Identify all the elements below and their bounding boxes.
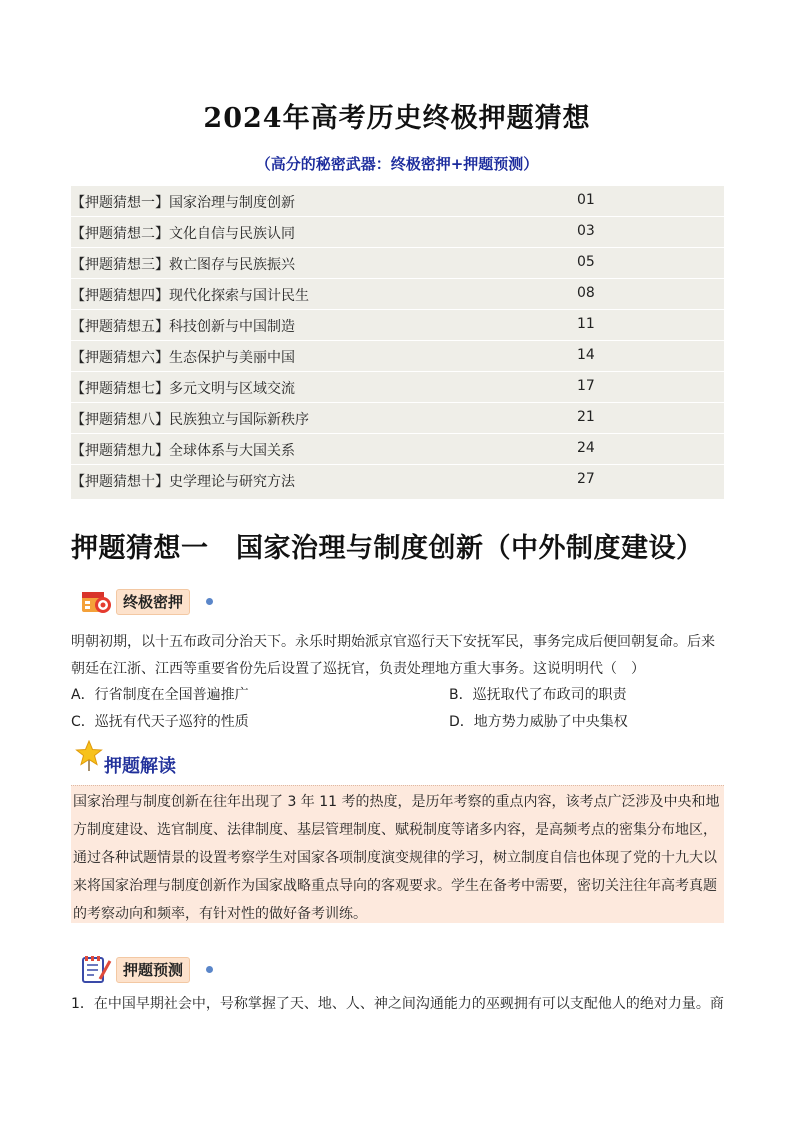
- toc-label: 【押题猜想一】国家治理与制度创新: [71, 195, 295, 211]
- analysis-heading: 押题解读: [104, 756, 176, 777]
- analysis-panel: 国家治理与制度创新在往年出现了 3 年 11 考的热度，是历年考察的重点内容，该考点广泛涉及中央和地方制度建设、选官制度、法律制度、基层管理制度、赋税制度等诸多内容，是高频考点的密集分布地区，通过各种试题情景的设置考察学生对国家各项制度演变规律的学习，树立制度自信也体现了党的十九大以来将国家治理与制度创新作为国家战略重点导向的客观要求。学生在备考中需要，密切关注往年高考真题的考察动向和频率，有针对性的做好备考训练。: [71, 785, 724, 923]
- toc-label: 【押题猜想七】多元文明与区域交流: [71, 381, 295, 397]
- option-a[interactable]: A．行省制度在全国普遍推广: [71, 687, 249, 703]
- toc-page-number: 05: [577, 254, 595, 270]
- document-subtitle: （高分的秘密武器：终极密押+押题预测）: [255, 155, 539, 173]
- option-b[interactable]: B．巡抚取代了布政司的职责: [449, 687, 627, 703]
- option-d[interactable]: D．地方势力威胁了中央集权: [449, 714, 628, 730]
- toc-label: 【押题猜想十】史学理论与研究方法: [71, 474, 295, 490]
- toc-row[interactable]: [71, 279, 724, 310]
- toc-row[interactable]: [71, 248, 724, 279]
- toc-label: 【押题猜想五】科技创新与中国制造: [71, 319, 295, 335]
- toc-page-number: 21: [577, 409, 595, 425]
- toc-row[interactable]: [71, 465, 724, 496]
- predict-badge: 押题预测: [116, 957, 190, 983]
- toc-label: 【押题猜想六】生态保护与美丽中国: [71, 350, 295, 366]
- star-pin-icon: [75, 740, 103, 772]
- toc-page-number: 08: [577, 285, 595, 301]
- dot-icon: [206, 598, 213, 605]
- toc-row[interactable]: [71, 310, 724, 341]
- toc-label: 【押题猜想三】救亡图存与民族振兴: [71, 257, 295, 273]
- toc-row[interactable]: [71, 372, 724, 403]
- question-1-text: 1．在中国早期社会中，号称掌握了天、地、人、神之间沟通能力的巫觋拥有可以支配他人的绝对力量。商: [71, 996, 724, 1012]
- toc-row[interactable]: [71, 434, 724, 465]
- toc-page-number: 11: [577, 316, 595, 332]
- notepad-pen-icon: [80, 955, 114, 985]
- toc-page-number: 03: [577, 223, 595, 239]
- table-of-contents: [71, 186, 724, 499]
- toc-row[interactable]: [71, 186, 724, 217]
- toc-label: 【押题猜想二】文化自信与民族认同: [71, 226, 295, 242]
- option-c[interactable]: C．巡抚有代天子巡狩的性质: [71, 714, 249, 730]
- toc-page-number: 17: [577, 378, 595, 394]
- toc-page-number: 01: [577, 192, 595, 208]
- toc-page-number: 27: [577, 471, 595, 487]
- toc-label: 【押题猜想四】现代化探索与国计民生: [71, 288, 309, 304]
- toc-row[interactable]: [71, 341, 724, 372]
- toc-row[interactable]: [71, 403, 724, 434]
- calendar-target-icon: [80, 587, 114, 617]
- toc-row[interactable]: [71, 217, 724, 248]
- document-title: 2024年高考历史终极押题猜想: [203, 103, 591, 134]
- dot-icon: [206, 966, 213, 973]
- section-heading: 押题猜想一 国家治理与制度创新（中外制度建设）: [71, 533, 704, 564]
- toc-page-number: 24: [577, 440, 595, 456]
- secret-badge: 终极密押: [116, 589, 190, 615]
- toc-page-number: 14: [577, 347, 595, 363]
- toc-label: 【押题猜想八】民族独立与国际新秩序: [71, 412, 309, 428]
- toc-label: 【押题猜想九】全球体系与大国关系: [71, 443, 295, 459]
- question-stem: 明朝初期，以十五布政司分治天下。永乐时期始派京官巡行天下安抚军民，事务完成后便回朝复命。后来朝廷在江浙、江西等重要省份先后设置了巡抚官，负责处理地方重大事务。这说明明代（ ）: [71, 634, 715, 677]
